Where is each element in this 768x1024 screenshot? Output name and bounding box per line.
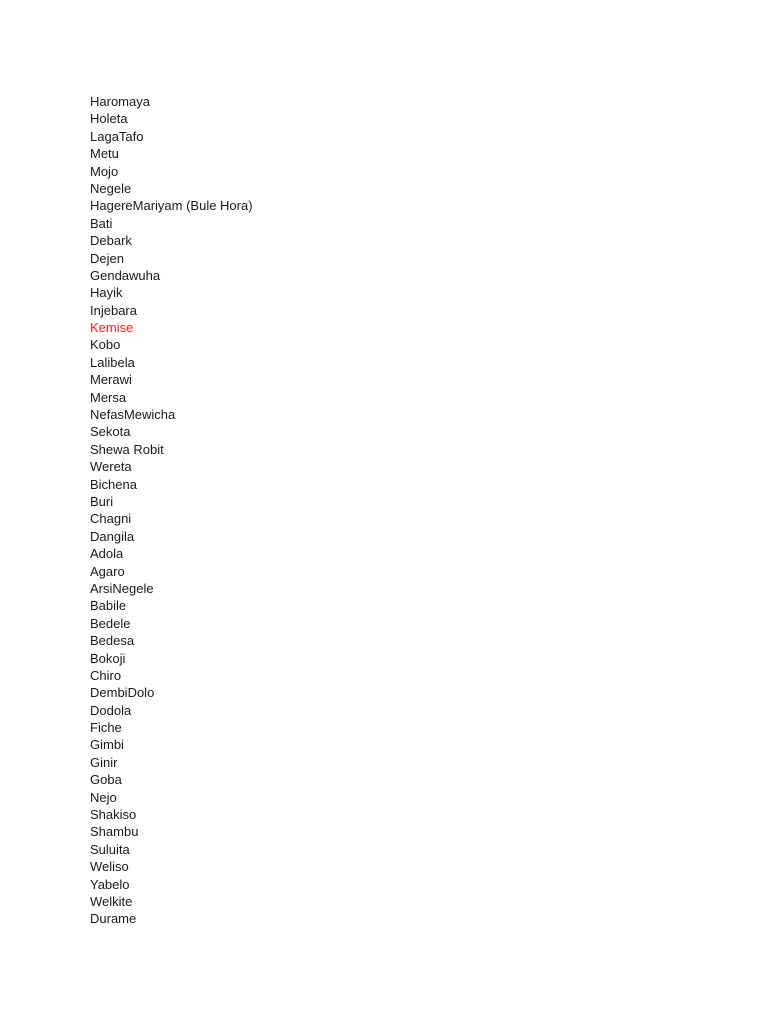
town-list-item: Haromaya — [90, 94, 150, 109]
town-list-item: Negele — [90, 180, 132, 196]
town-list — [90, 93, 253, 928]
town-list-item: Wereta — [90, 459, 132, 475]
town-list-item: Shambu — [90, 824, 139, 840]
town-list-item: Buri — [90, 493, 114, 509]
town-list-item: Babile — [90, 598, 127, 614]
town-list-item: Mersa — [90, 389, 127, 405]
town-list-item: Dodola — [90, 702, 132, 718]
town-list-item: Adola — [90, 546, 124, 562]
town-list-item: Shakiso — [90, 807, 137, 823]
town-list-item: Debark — [90, 233, 132, 249]
town-list-item: Mojo — [90, 163, 119, 179]
town-list-item: HagereMariyam (Bule Hora) — [90, 198, 253, 214]
town-list-item: Nejo — [90, 789, 117, 805]
town-list-item: Bati — [90, 215, 113, 231]
town-list-item: Bedele — [90, 615, 131, 631]
town-list-item: Bokoji — [90, 650, 126, 666]
town-list-item: Chiro — [90, 667, 122, 683]
town-list-item: Metu — [90, 146, 119, 162]
town-list-item: Fiche — [90, 720, 122, 736]
town-list-item: Sekota — [90, 424, 131, 440]
town-list-item: DembiDolo — [90, 685, 155, 701]
town-list-item: Holeta — [90, 111, 128, 127]
town-list-item: Welkite — [90, 893, 133, 909]
town-list-item: Hayik — [90, 285, 123, 301]
town-list-item: Injebara — [90, 302, 137, 318]
town-list-item: Durame — [90, 911, 137, 927]
town-list-item: Lalibela — [90, 354, 135, 370]
town-list-item: NefasMewicha — [90, 407, 176, 423]
town-list-item: Dangila — [90, 528, 135, 544]
town-list-item: Goba — [90, 772, 122, 788]
town-list-item: Suluita — [90, 841, 130, 857]
town-list-item: Yabelo — [90, 876, 130, 892]
town-list-item: Shewa Robit — [90, 441, 164, 457]
town-list-item: Chagni — [90, 511, 132, 527]
town-list-item: Gimbi — [90, 737, 124, 753]
town-list-item: Bedesa — [90, 633, 135, 649]
town-list-item: Kobo — [90, 337, 121, 353]
town-list-item: Merawi — [90, 372, 132, 388]
town-list-item: Bichena — [90, 476, 137, 492]
town-list-item: LagaTafo — [90, 128, 144, 144]
town-list-item: Ginir — [90, 754, 118, 770]
town-list-item: Dejen — [90, 250, 124, 266]
town-list-item: Agaro — [90, 563, 125, 579]
town-list-item: Kemise — [90, 320, 134, 336]
town-list-item: Weliso — [90, 859, 129, 875]
town-list-item: Gendawuha — [90, 267, 161, 283]
town-list-item: ArsiNegele — [90, 580, 154, 596]
